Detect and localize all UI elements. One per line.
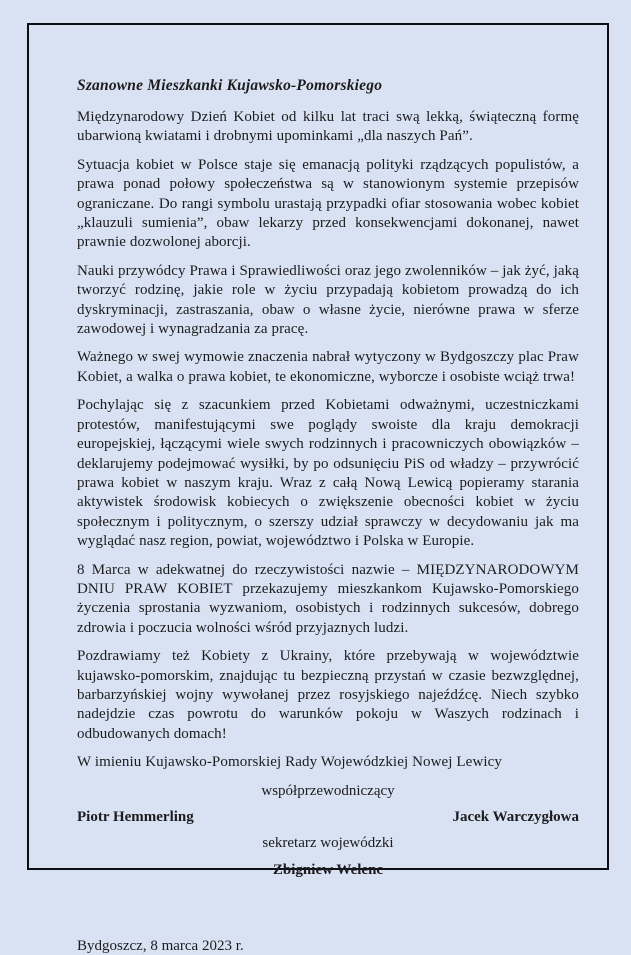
paragraph: Ważnego w swej wymowie znaczenia nabrał wytyczony w Bydgoszczy plac Praw Kobiet, a walka o prawa kobiet, te ekonomiczne, wyborcze i osobiste wciąż trwa! bbox=[77, 349, 579, 385]
co-chair-left-name: Piotr Hemmerling bbox=[77, 809, 194, 825]
paragraph: Międzynarodowy Dzień Kobiet od kilku lat traci swą lekką, świąteczną formę ubarwioną kwiatami i drobnymi upominkami „dla naszych Pań”. bbox=[77, 109, 579, 145]
co-chairs-title: współprzewodniczący bbox=[261, 782, 395, 799]
letter-content bbox=[77, 77, 579, 955]
paragraph: Pozdrawiamy też Kobiety z Ukrainy, które przebywają w województwie kujawsko-pomorskim, znajdując tu bezpieczną przystań w czasie bezwzględnej, barbarzyńskiej wojny wywołanej przez rosyjskiego najeźdźcę. Niech szybko nadejdzie czas powrotu do warunków pokoju w Waszych rodzinach i odbudowanych domach! bbox=[77, 648, 579, 742]
paragraph: Nauki przywódcy Prawa i Sprawiedliwości oraz jego zwolenników – jak żyć, jaką tworzyć rodzinę, jakie role w życiu przypadają kobietom prowadzą do ich dyskryminacji, zastraszania, obaw o własne życie, nierówne prawa w sferze zawodowej i wynagradzania za pracę. bbox=[77, 262, 579, 338]
secretary-name: Zbigniew Welenc bbox=[272, 861, 384, 878]
document-frame bbox=[27, 23, 609, 955]
paragraph-on-behalf: W imieniu Kujawsko-Pomorskiej Rady Wojewódzkiej Nowej Lewicy bbox=[77, 754, 502, 771]
paragraph: 8 Marca w adekwatnej do rzeczywistości nazwie – MIĘDZYNARODOWYM DNIU PRAW KOBIET przekazujemy mieszkankom Kujawsko-Pomorskiego życzenia sprostania wyzwaniom, osobistych i rodzinnych sukcesów, dobrego zdrowia i poczucia wolności wśród przyjaznych ludzi. bbox=[77, 561, 579, 636]
secretary-title: sekretarz wojewódzki bbox=[262, 835, 394, 852]
salutation: Szanowne Mieszkanki Kujawsko-Pomorskiego bbox=[77, 77, 383, 94]
co-chair-right-name: Jacek Warczygłowa bbox=[452, 809, 579, 825]
dateline: Bydgoszcz, 8 marca 2023 r. bbox=[77, 938, 244, 955]
paragraph: Pochylając się z szacunkiem przed Kobietami odważnymi, uczestniczkami protestów, manifestującymi swe poglądy swoiste dla kraju demokracji europejskiej, łączącymi wiele swych rodzinnych i pracowniczych obowiązków – deklarujemy podejmować wysiłki, by po odsunięciu PiS od władzy – przywrócić prawa kobiet w naszym kraju. Wraz z całą Nową Lewicą popieramy starania aktywistek środowisk kobiecych o zwiększenie obecności kobiet w życiu społecznym i politycznym, o szerszy udział sprawczy w decydowaniu jak ma wyglądać nasz region, powiat, województwo i Polska w Europie. bbox=[77, 397, 579, 550]
paragraph: Sytuacja kobiet w Polsce staje się emanacją polityki rządzących populistów, a prawa ponad połowy społeczeństwa są w stanowionym systemie przepisów ograniczane. Do rangi symbolu urastają przypadki ofiar stosowania wobec kobiet „klauzuli sumienia”, obaw lekarzy przed konsekwencjami dokonanej, nawet prawnie dozwolonej aborcji. bbox=[77, 156, 579, 251]
co-chairs-names-row bbox=[77, 808, 579, 827]
signature-block bbox=[77, 782, 579, 881]
